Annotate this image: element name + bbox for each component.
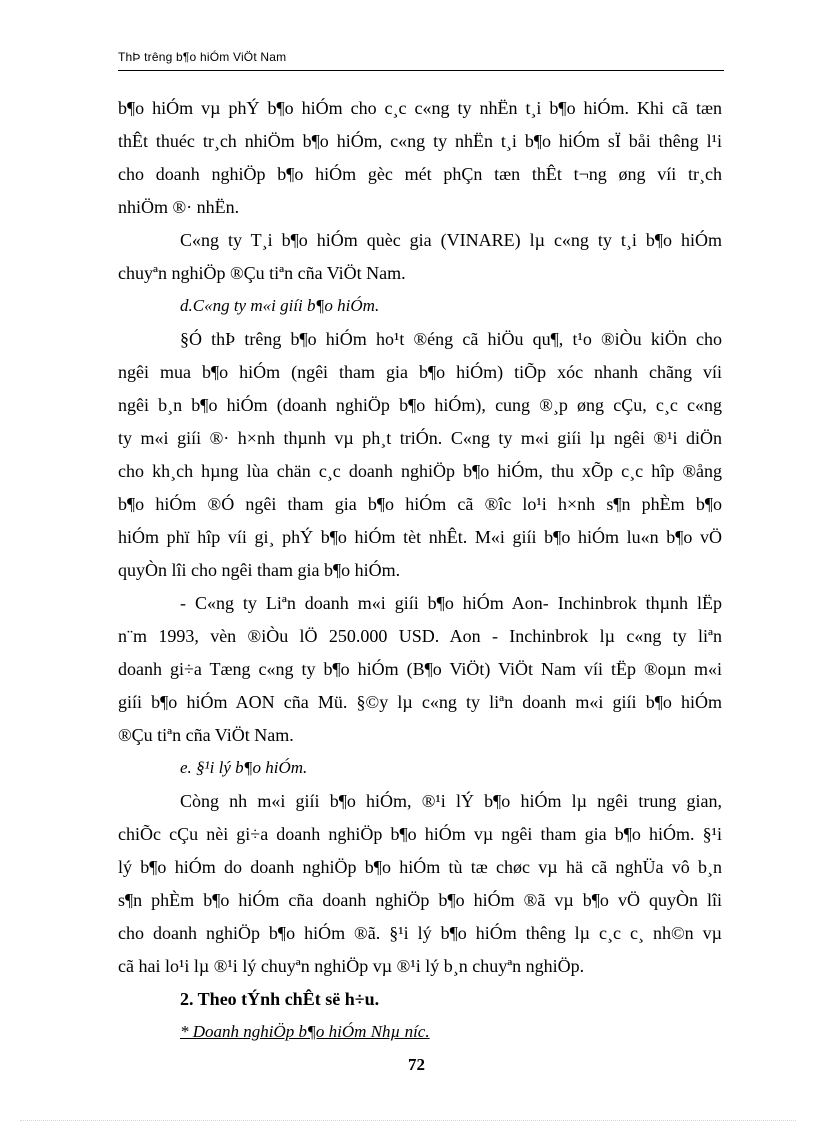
running-header: ThÞ trêng b¶o hiÓm ViÖt Nam <box>118 50 287 64</box>
body-line: thÊt thuéc tr¸ch nhiÖm b¶o hiÓm, c«ng ty nhËn t¸i b¶o hiÓm sÏ båi thêng l¹i <box>118 131 722 151</box>
body-line: quyÒn lîi cho ngêi tham gia b¶o hiÓm. <box>118 560 401 580</box>
page-bottom-border <box>20 1120 796 1121</box>
body-line: §Ó thÞ trêng b¶o hiÓm ho¹t ®éng cã hiÖu qu¶, t¹o ®iÒu kiÖn cho <box>180 329 722 349</box>
body-line: cho doanh nghiÖp b¶o hiÓm ®ã. §¹i lý b¶o hiÓm thêng lµ c¸c c¸ nh©n vµ <box>118 923 722 943</box>
body-line: ty m«i giíi ®· h×nh thµnh vµ ph¸t triÓn. C«ng ty m«i giíi lµ ngêi ®¹i diÖn <box>118 428 722 448</box>
body-line: chiÕc cÇu nèi gi÷a doanh nghiÖp b¶o hiÓm vµ ngêi tham gia b¶o hiÓm. §¹i <box>118 824 722 844</box>
body-line: hiÓm phï hîp víi gi¸ phÝ b¶o hiÓm tèt nhÊt. M«i giíi b¶o hiÓm lu«n b¶o vÖ <box>118 527 722 547</box>
body-line: - C«ng ty Liªn doanh m«i giíi b¶o hiÓm Aon- Inchinbrok thµnh lËp <box>180 593 722 613</box>
body-line: ngêi mua b¶o hiÓm (ngêi tham gia b¶o hiÓm) tiÕp xóc nhanh chãng víi <box>118 362 722 382</box>
body-line: cho kh¸ch hµng lùa chän c¸c doanh nghiÖp b¶o hiÓm, thu xÕp c¸c hîp ®ång <box>118 461 722 481</box>
body-line: n¨m 1993, vèn ®iÒu lÖ 250.000 USD. Aon - Inchinbrok lµ c«ng ty liªn <box>118 626 722 646</box>
body-line: b¶o hiÓm vµ phÝ b¶o hiÓm cho c¸c c«ng ty nhËn t¸i b¶o hiÓm. Khi cã tæn <box>118 98 722 118</box>
body-line: giíi b¶o hiÓm AON cña Mü. §©y lµ c«ng ty liªn doanh m«i giíi b¶o hiÓm <box>118 692 722 712</box>
body-line: C«ng ty T¸i b¶o hiÓm quèc gia (VINARE) lµ c«ng ty t¸i b¶o hiÓm <box>180 230 722 250</box>
body-line: b¶o hiÓm ®Ó ngêi tham gia b¶o hiÓm cã ®îc lo¹i h×nh s¶n phÈm b¶o <box>118 494 722 514</box>
body-line: cã hai lo¹i lµ ®¹i lý chuyªn nghiÖp vµ ®¹i lý b¸n chuyªn nghiÖp. <box>118 956 585 976</box>
section-heading-d: d.C«ng ty m«i giíi b¶o hiÓm. <box>180 296 380 315</box>
header-rule <box>118 70 724 71</box>
body-line: chuyªn nghiÖp ®Çu tiªn cña ViÖt Nam. <box>118 263 406 283</box>
subsection-heading: * Doanh nghiÖp b¶o hiÓm Nhµ níc. <box>180 1022 430 1041</box>
body-line: cho doanh nghiÖp b¶o hiÓm gèc mét phÇn tæn thÊt t¬ng øng víi tr¸ch <box>118 164 722 184</box>
body-line: doanh gi÷a Tæng c«ng ty b¶o hiÓm (B¶o ViÖt) ViÖt Nam víi tËp ®oµn m«i <box>118 659 722 679</box>
body-line: ngêi b¸n b¶o hiÓm (doanh nghiÖp b¶o hiÓm), cung ®¸p øng cÇu, c¸c c«ng <box>118 395 722 415</box>
section-heading-2: 2. Theo tÝnh chÊt së h÷u. <box>180 989 380 1009</box>
body-line: lý b¶o hiÓm do doanh nghiÖp b¶o hiÓm tù tæ chøc vµ hä cã nghÜa vô b¸n <box>118 857 722 877</box>
body-line: s¶n phÈm b¶o hiÓm cña doanh nghiÖp b¶o hiÓm ®ã vµ b¶o vÖ quyÒn lîi <box>118 890 722 910</box>
body-line: Còng nh m«i giíi b¶o hiÓm, ®¹i lÝ b¶o hiÓm lµ ngêi trung gian, <box>180 791 722 811</box>
body-line: ®Çu tiªn cña ViÖt Nam. <box>118 725 294 745</box>
body-line: nhiÖm ®· nhËn. <box>118 197 240 217</box>
section-heading-e: e. §¹i lý b¶o hiÓm. <box>180 758 308 777</box>
page-number: 72 <box>408 1055 425 1074</box>
